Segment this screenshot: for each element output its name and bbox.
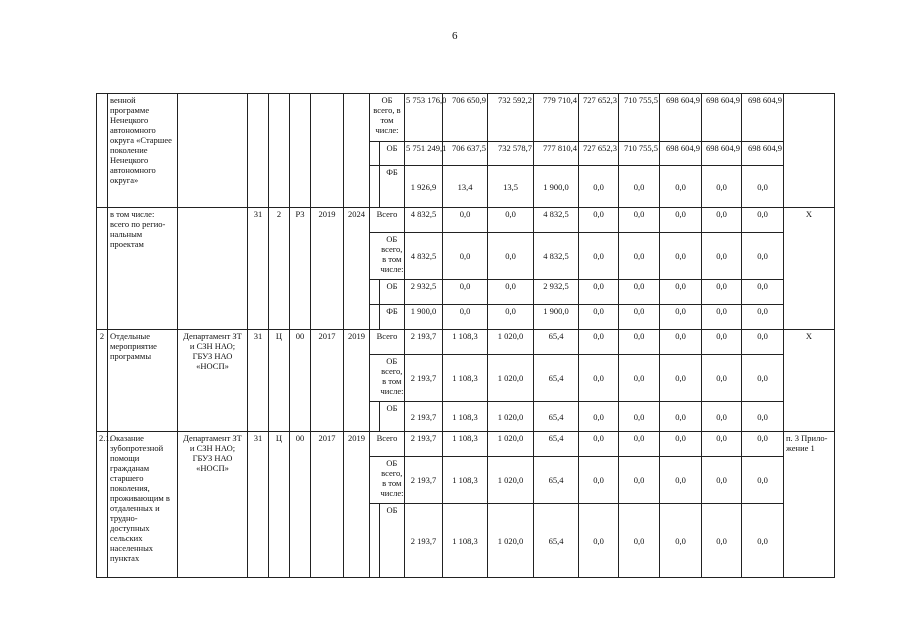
executor: Департамент ЗТ и СЗН НАО; ГБУЗ НАО «НОСП» (178, 330, 248, 432)
value-cell: 0,0 (579, 355, 619, 402)
row-number: 2 (97, 330, 108, 432)
value-cell: 698 604,9 (660, 94, 702, 142)
value-cell: 65,4 (534, 432, 579, 457)
value-cell: 5 751 249,1 (405, 142, 443, 166)
source-label: Всего (370, 330, 405, 355)
code-cell (344, 94, 370, 208)
value-cell: 0,0 (619, 166, 660, 208)
value-cell: 0,0 (579, 208, 619, 233)
value-cell: 0,0 (443, 280, 488, 305)
indent-cell (370, 305, 380, 330)
program-name: Оказание зубопротезной помощи гражданам старшего поколения, проживающим в отдаленных и трудно-доступных сельских населенных пунктах (108, 432, 178, 578)
value-cell: 1 108,3 (443, 432, 488, 457)
value-cell: 0,0 (579, 402, 619, 432)
source-label: ОБ (380, 142, 405, 166)
row-number (97, 94, 108, 208)
value-cell: 732 578,7 (488, 142, 534, 166)
value-cell: 1 926,9 (405, 166, 443, 208)
value-cell: 0,0 (488, 233, 534, 280)
value-cell: 2 193,7 (405, 330, 443, 355)
value-cell: 0,0 (702, 330, 742, 355)
note-cell: Х (784, 208, 835, 330)
value-cell: 2 193,7 (405, 402, 443, 432)
indent-cell (370, 233, 380, 280)
value-cell: 710 755,5 (619, 94, 660, 142)
table-row (97, 330, 835, 355)
page-number: 6 (452, 30, 458, 42)
value-cell: 13,5 (488, 166, 534, 208)
code-cell (248, 94, 269, 208)
value-cell: 5 753 176,0 (405, 94, 443, 142)
value-cell: 0,0 (619, 305, 660, 330)
value-cell: 0,0 (619, 280, 660, 305)
code-cell: 31 (248, 208, 269, 330)
value-cell: 0,0 (619, 504, 660, 578)
source-label: ОБ (380, 504, 405, 578)
value-cell: 727 652,3 (579, 142, 619, 166)
value-cell: 0,0 (619, 432, 660, 457)
value-cell: 0,0 (660, 432, 702, 457)
value-cell: 0,0 (579, 330, 619, 355)
value-cell: 2 193,7 (405, 432, 443, 457)
value-cell: 0,0 (619, 457, 660, 504)
value-cell: 0,0 (579, 504, 619, 578)
value-cell: 710 755,5 (619, 142, 660, 166)
value-cell: 4 832,5 (534, 233, 579, 280)
code-cell: 00 (290, 432, 311, 578)
value-cell: 4 832,5 (405, 208, 443, 233)
value-cell: 777 810,4 (534, 142, 579, 166)
source-label: ФБ (380, 166, 405, 208)
value-cell: 2 193,7 (405, 355, 443, 402)
value-cell: 0,0 (579, 233, 619, 280)
value-cell: 0,0 (619, 402, 660, 432)
note-cell: Х (784, 330, 835, 432)
source-label: ОБ (380, 280, 405, 305)
value-cell: 698 604,9 (702, 94, 742, 142)
value-cell: 1 020,0 (488, 432, 534, 457)
code-cell: 2017 (311, 432, 344, 578)
value-cell: 0,0 (742, 305, 784, 330)
value-cell: 0,0 (702, 504, 742, 578)
code-cell (269, 94, 290, 208)
source-label: Всего (370, 432, 405, 457)
source-label: ОБ (380, 402, 405, 432)
source-label: ОБ всего, в том числе: (380, 457, 405, 504)
value-cell: 0,0 (742, 504, 784, 578)
value-cell: 0,0 (742, 432, 784, 457)
value-cell: 0,0 (488, 305, 534, 330)
value-cell: 0,0 (702, 280, 742, 305)
code-cell: 2024 (344, 208, 370, 330)
indent-cell (370, 402, 380, 432)
value-cell: 1 020,0 (488, 355, 534, 402)
value-cell: 1 108,3 (443, 402, 488, 432)
value-cell: 0,0 (702, 355, 742, 402)
value-cell: 0,0 (702, 233, 742, 280)
value-cell: 0,0 (702, 208, 742, 233)
value-cell: 0,0 (742, 457, 784, 504)
table-row (97, 94, 835, 142)
value-cell: 0,0 (579, 280, 619, 305)
value-cell: 0,0 (619, 355, 660, 402)
note-cell: п. 3 Прило-жение 1 (784, 432, 835, 578)
code-cell: 2019 (344, 330, 370, 432)
value-cell: 1 900,0 (405, 305, 443, 330)
value-cell: 0,0 (660, 402, 702, 432)
code-cell: 2 (269, 208, 290, 330)
value-cell: 0,0 (579, 457, 619, 504)
value-cell: 0,0 (660, 504, 702, 578)
value-cell: 0,0 (443, 208, 488, 233)
value-cell: 698 604,9 (742, 142, 784, 166)
value-cell: 0,0 (702, 166, 742, 208)
program-name: венной программе Ненецкого автономного округа «Старшее поколение Ненецкого автономного округа» (108, 94, 178, 208)
value-cell: 0,0 (702, 432, 742, 457)
value-cell: 2 932,5 (534, 280, 579, 305)
value-cell: 65,4 (534, 402, 579, 432)
value-cell: 0,0 (742, 208, 784, 233)
value-cell: 0,0 (619, 208, 660, 233)
value-cell: 0,0 (660, 355, 702, 402)
note-cell (784, 94, 835, 208)
value-cell: 1 108,3 (443, 355, 488, 402)
value-cell: 0,0 (443, 233, 488, 280)
value-cell: 0,0 (579, 166, 619, 208)
code-cell: 2017 (311, 330, 344, 432)
value-cell: 0,0 (579, 305, 619, 330)
value-cell: 0,0 (488, 208, 534, 233)
value-cell: 0,0 (702, 457, 742, 504)
source-label: ОБ всего, в том числе: (380, 355, 405, 402)
row-number (97, 208, 108, 330)
value-cell: 0,0 (660, 305, 702, 330)
value-cell: 0,0 (742, 355, 784, 402)
value-cell: 1 108,3 (443, 504, 488, 578)
code-cell: 00 (290, 330, 311, 432)
code-cell: 31 (248, 432, 269, 578)
value-cell: 1 900,0 (534, 166, 579, 208)
executor (178, 94, 248, 208)
value-cell: 0,0 (742, 330, 784, 355)
value-cell: 0,0 (579, 432, 619, 457)
value-cell: 698 604,9 (742, 94, 784, 142)
code-cell: Ц (269, 432, 290, 578)
value-cell: 13,4 (443, 166, 488, 208)
value-cell: 779 710,4 (534, 94, 579, 142)
value-cell: 2 193,7 (405, 457, 443, 504)
value-cell: 1 108,3 (443, 330, 488, 355)
value-cell: 4 832,5 (534, 208, 579, 233)
indent-cell (370, 457, 380, 504)
value-cell: 0,0 (702, 402, 742, 432)
indent-cell (370, 280, 380, 305)
value-cell: 0,0 (742, 402, 784, 432)
value-cell: 0,0 (660, 330, 702, 355)
value-cell: 1 020,0 (488, 457, 534, 504)
value-cell: 1 020,0 (488, 504, 534, 578)
source-label: ОБ всего, в том числе: (380, 233, 405, 280)
code-cell: 31 (248, 330, 269, 432)
value-cell: 65,4 (534, 457, 579, 504)
value-cell: 0,0 (443, 305, 488, 330)
value-cell: 0,0 (488, 280, 534, 305)
code-cell (290, 94, 311, 208)
executor (178, 208, 248, 330)
code-cell: Ц (269, 330, 290, 432)
indent-cell (370, 504, 380, 578)
value-cell: 1 020,0 (488, 330, 534, 355)
code-cell (311, 94, 344, 208)
value-cell: 706 650,9 (443, 94, 488, 142)
table-row (97, 208, 835, 233)
value-cell: 706 637,5 (443, 142, 488, 166)
source-label: ОБ всего, в том числе: (370, 94, 405, 142)
indent-cell (370, 355, 380, 402)
value-cell: 0,0 (660, 233, 702, 280)
value-cell: 65,4 (534, 330, 579, 355)
value-cell: 2 193,7 (405, 504, 443, 578)
value-cell: 2 932,5 (405, 280, 443, 305)
value-cell: 1 900,0 (534, 305, 579, 330)
value-cell: 698 604,9 (702, 142, 742, 166)
program-name: Отдельные мероприятие программы (108, 330, 178, 432)
value-cell: 65,4 (534, 504, 579, 578)
row-number: 2.1. (97, 432, 108, 578)
value-cell: 0,0 (619, 330, 660, 355)
value-cell: 0,0 (742, 233, 784, 280)
value-cell: 0,0 (742, 280, 784, 305)
value-cell: 65,4 (534, 355, 579, 402)
budget-table (96, 93, 835, 578)
value-cell: 0,0 (742, 166, 784, 208)
program-name: в том числе: всего по регио-нальным проектам (108, 208, 178, 330)
code-cell: 2019 (311, 208, 344, 330)
value-cell: 1 020,0 (488, 402, 534, 432)
executor: Департамент ЗТ и СЗН НАО; ГБУЗ НАО «НОСП» (178, 432, 248, 578)
value-cell: 1 108,3 (443, 457, 488, 504)
value-cell: 0,0 (660, 457, 702, 504)
source-label: ФБ (380, 305, 405, 330)
value-cell: 0,0 (702, 305, 742, 330)
code-cell: 2019 (344, 432, 370, 578)
code-cell: Р3 (290, 208, 311, 330)
value-cell: 4 832,5 (405, 233, 443, 280)
source-label: Всего (370, 208, 405, 233)
value-cell: 732 592,2 (488, 94, 534, 142)
indent-cell (370, 142, 380, 166)
table-row (97, 432, 835, 457)
value-cell: 698 604,9 (660, 142, 702, 166)
value-cell: 0,0 (660, 166, 702, 208)
indent-cell (370, 166, 380, 208)
value-cell: 0,0 (660, 208, 702, 233)
value-cell: 727 652,3 (579, 94, 619, 142)
value-cell: 0,0 (619, 233, 660, 280)
value-cell: 0,0 (660, 280, 702, 305)
